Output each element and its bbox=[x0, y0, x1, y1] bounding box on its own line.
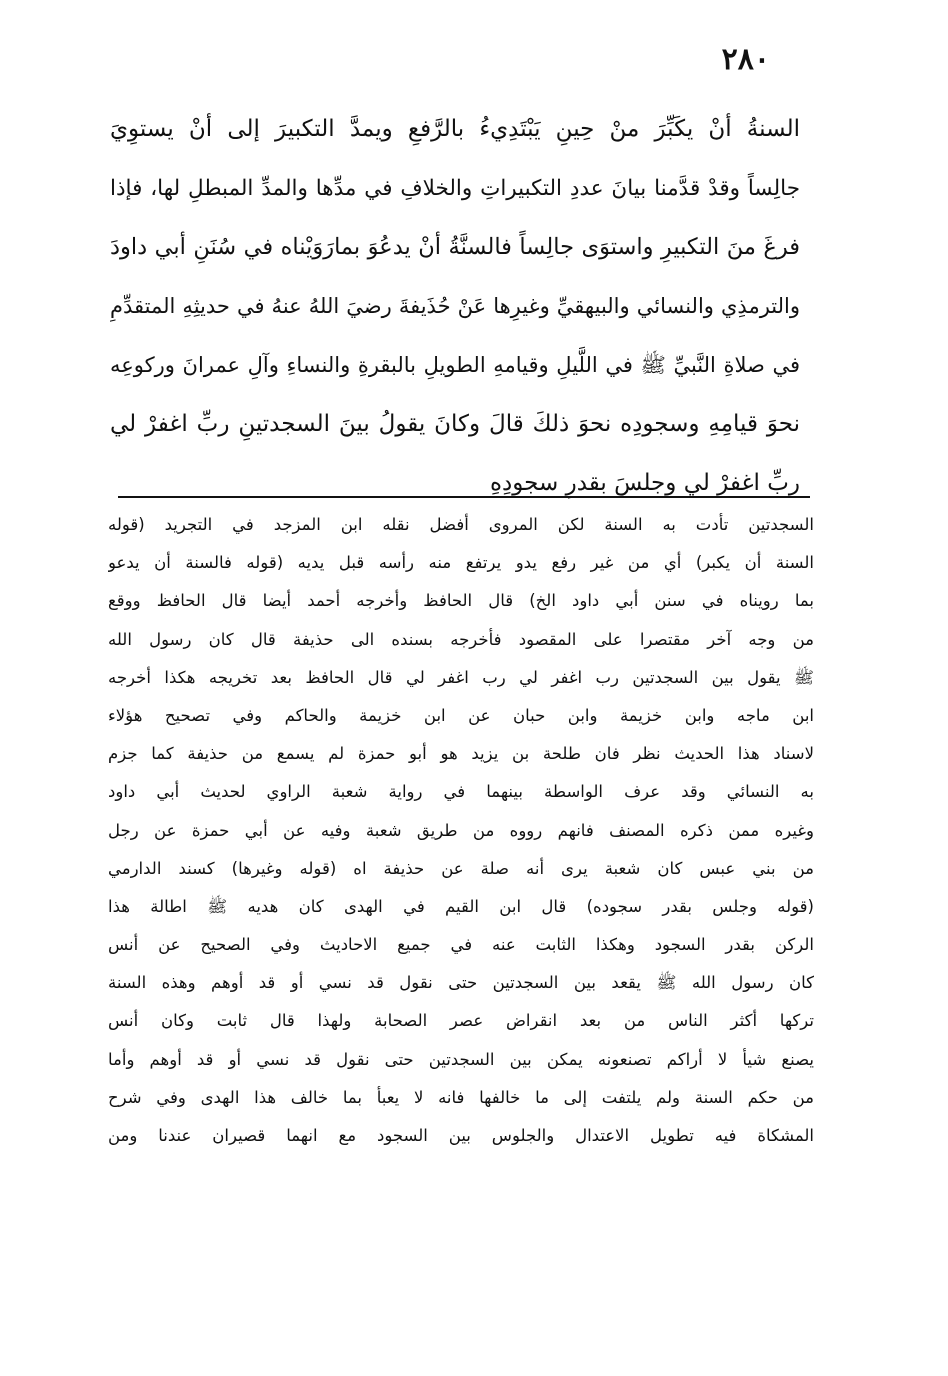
commentary-line: يصنع شيأ لا أراكم تصنعونه يمكن بين السجدتين حتى نقول قد نسي أو قد أوهم وأما bbox=[108, 1049, 814, 1069]
main-text-line: نحوَ قيامِهِ وسجودِه نحوَ ذلكَ قالَ وكانَ يقولُ بينَ السجدتينِ ربِّ اغفرْ لي bbox=[110, 411, 800, 437]
commentary-line: به النسائي وقد عرف الواسطة بينهما في رواية شعبة الراوي لحديث أبي داود bbox=[108, 782, 814, 802]
commentary-block bbox=[108, 506, 814, 1155]
commentary-line: وغيره ممن ذكره المصنف فانهم رووه من طريق شعبة وفيه عن أبي حمزة عن رجل bbox=[108, 820, 814, 840]
main-text-line: جالِساً وقدْ قدَّمنا بيانَ عددِ التكبيراتِ والخلافِ في مدِّها والمدِّ المبطلِ لها، فإذا bbox=[110, 176, 800, 201]
commentary-line: السجدتين تأدت به السنة لكن المروى أفضل نقله ابن المزجد في التجريد (قوله bbox=[108, 515, 814, 534]
commentary-line: تركها أكثر الناس من بعد انقراض عصر الصحابة ولهذا قال ثابت وكان أنس bbox=[108, 1011, 814, 1031]
main-text-line: والترمذِي والنسائي والبيهقيِّ وغيرِها عَنْ حُذَيفةَ رضيَ اللهُ عنهُ في حديثِهِ المتقدِّمِ bbox=[110, 294, 800, 318]
main-text-line: السنةُ أنْ يكَبِّرَ منْ حِينِ يَبْتَدِيءُ بالرَّفعِ ويمدَّ التكبيرَ إلى أنْ يستوِيَ bbox=[110, 116, 800, 142]
commentary-line: ﷺ يقول بين السجدتين رب اغفر لي رب اغفر لي قال الحافظ بعد تخريجه هكذا أخرجه bbox=[108, 667, 814, 687]
page-number: ٢٨٠ bbox=[721, 42, 770, 77]
commentary-line: المشكاة فيه تطويل الاعتدال والجلوس بين السجود مع انهما قصيران عندنا ومن bbox=[108, 1126, 814, 1145]
section-divider bbox=[118, 496, 810, 498]
commentary-line: كان رسول الله ﷺ يقعد بين السجدتين حتى نقول قد نسي أو قد أوهم وهذه السنة bbox=[108, 973, 814, 993]
commentary-line: بما رويناه في سنن أبي داود الخ) قال الحافظ وأخرجه أحمد أيضا قال الحافظ ووقع bbox=[108, 591, 814, 611]
commentary-line: (قوله وجلس بقدر سجوده) قال ابن القيم في الهدى كان هديه ﷺ اطالة هذا bbox=[108, 896, 814, 916]
main-text-line: ربِّ اغفرْ لي وجلسَ بقدرِ سجودِهِ bbox=[489, 470, 800, 496]
commentary-line: السنة أن يكبر) أي من غير رفع يدو يرتفع منه رأسه قبل يديه (قوله فالسنة أن يدعو bbox=[108, 553, 814, 573]
main-text-line: فرغَ منَ التكبيرِ واستوَى جالِساً فالسنَّةُ أنْ يدعُوَ بمارَوَيْناه في سُنَنِ أبي داودَ bbox=[110, 234, 800, 260]
commentary-line: من حكم السنة ولم يلتفت إلى ما خالفها فانه لا يعبأ بما خالف هذا الهدى وفي شرح bbox=[108, 1087, 814, 1107]
main-text-line: في صلاةِ النَّبيِّ ﷺ في اللَّيلِ وقيامهِ الطويلِ بالبقرةِ والنساءِ وآلِ عمرانَ وركوعِه bbox=[110, 353, 800, 377]
commentary-line: من بني عبس كان شعبة يرى أنه صلة عن حذيفة اه (قوله وغيرها) كسند الدارمي bbox=[108, 858, 814, 878]
commentary-line: ابن ماجه وابن خزيمة وابن حبان عن ابن خزيمة والحاكم وفي تصحيح هؤلاء bbox=[108, 705, 814, 725]
commentary-line: لاسناد هذا الحديث نظر فان طلحة بن يزيد هو أبو حمزة لم يسمع من حذيفة كما جزم bbox=[108, 744, 814, 764]
main-text-block bbox=[110, 100, 800, 513]
commentary-line: الركن بقدر السجود وهكذا الثابت عنه في جميع الاحاديث وفي الصحيح عن أنس bbox=[108, 935, 814, 955]
commentary-line: من وجه آخر مقتصرا على المقصود فأخرجه بسنده الى حذيفة قال كان رسول الله bbox=[108, 629, 814, 649]
